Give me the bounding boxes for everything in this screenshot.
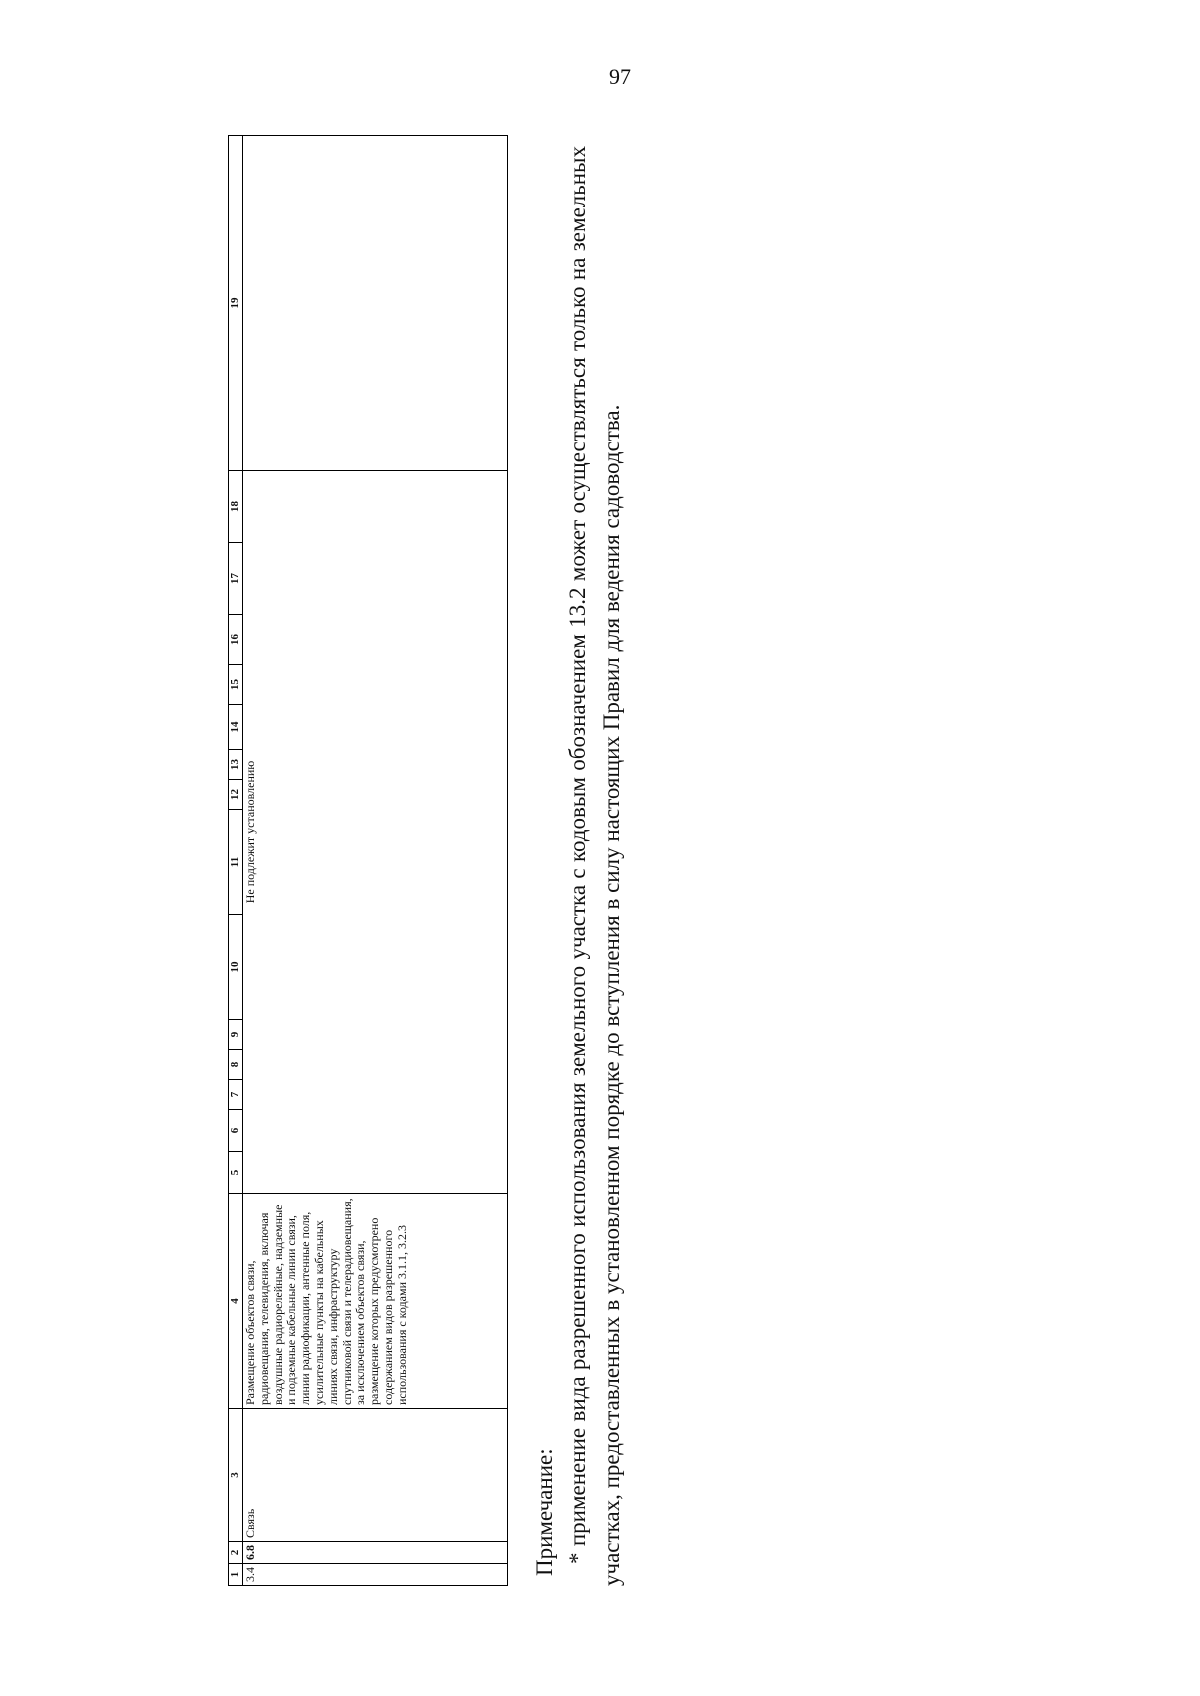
header-cell: 4: [229, 1194, 243, 1409]
header-cell: 7: [229, 1080, 243, 1110]
regulations-table: [228, 135, 508, 1586]
header-cell: 18: [229, 471, 243, 543]
cell-code-2: 6.8: [243, 1542, 508, 1564]
header-cell: 14: [229, 705, 243, 750]
cell-use-description: Размещение объектов связи, радиовещания, телевидения, включая воздушные радиорелейные, надземные и подземные кабельные линии связи, линии радиофикации, антенные поля, усилительные пункты на кабельных линиях связи, инфраструктуру спутниковой связи и телерадиовещания, за исключением объектов связи, размещение которых предусмотрено содержанием видов разрешенного использования с кодами 3.1.1, 3.2.3: [243, 1194, 508, 1409]
cell-not-subject: Не подлежит установлению: [243, 471, 508, 1194]
cell-empty-19: [243, 136, 508, 471]
note-block: [528, 146, 628, 1586]
table-row: [243, 136, 508, 1586]
header-cell: 5: [229, 1152, 243, 1194]
header-cell: 2: [229, 1542, 243, 1564]
header-cell: 17: [229, 543, 243, 615]
header-cell: 12: [229, 780, 243, 810]
cell-code-1: 3.4: [243, 1564, 508, 1586]
table-header-row: [229, 136, 243, 1586]
header-cell: 3: [229, 1409, 243, 1542]
header-cell: 9: [229, 1020, 243, 1050]
header-cell: 19: [229, 136, 243, 471]
header-cell: 13: [229, 750, 243, 780]
note-text: * применение вида разрешенного использования земельного участка с кодовым обозначением 13.2 может осуществляться только на земельных участках, предоставленных в установленном порядке до вступления в силу настоящих Правил для ведения садоводства.: [565, 146, 624, 1586]
header-cell: 11: [229, 810, 243, 915]
header-cell: 6: [229, 1110, 243, 1152]
page-number: 97: [609, 64, 631, 89]
header-cell: 16: [229, 615, 243, 665]
cell-use-name: Связь: [243, 1409, 508, 1542]
header-cell: 1: [229, 1564, 243, 1586]
header-cell: 10: [229, 915, 243, 1020]
rotated-landscape-content: [228, 136, 668, 1586]
header-cell: 15: [229, 665, 243, 705]
note-title: Примечание:: [532, 1448, 557, 1576]
header-cell: 8: [229, 1050, 243, 1080]
